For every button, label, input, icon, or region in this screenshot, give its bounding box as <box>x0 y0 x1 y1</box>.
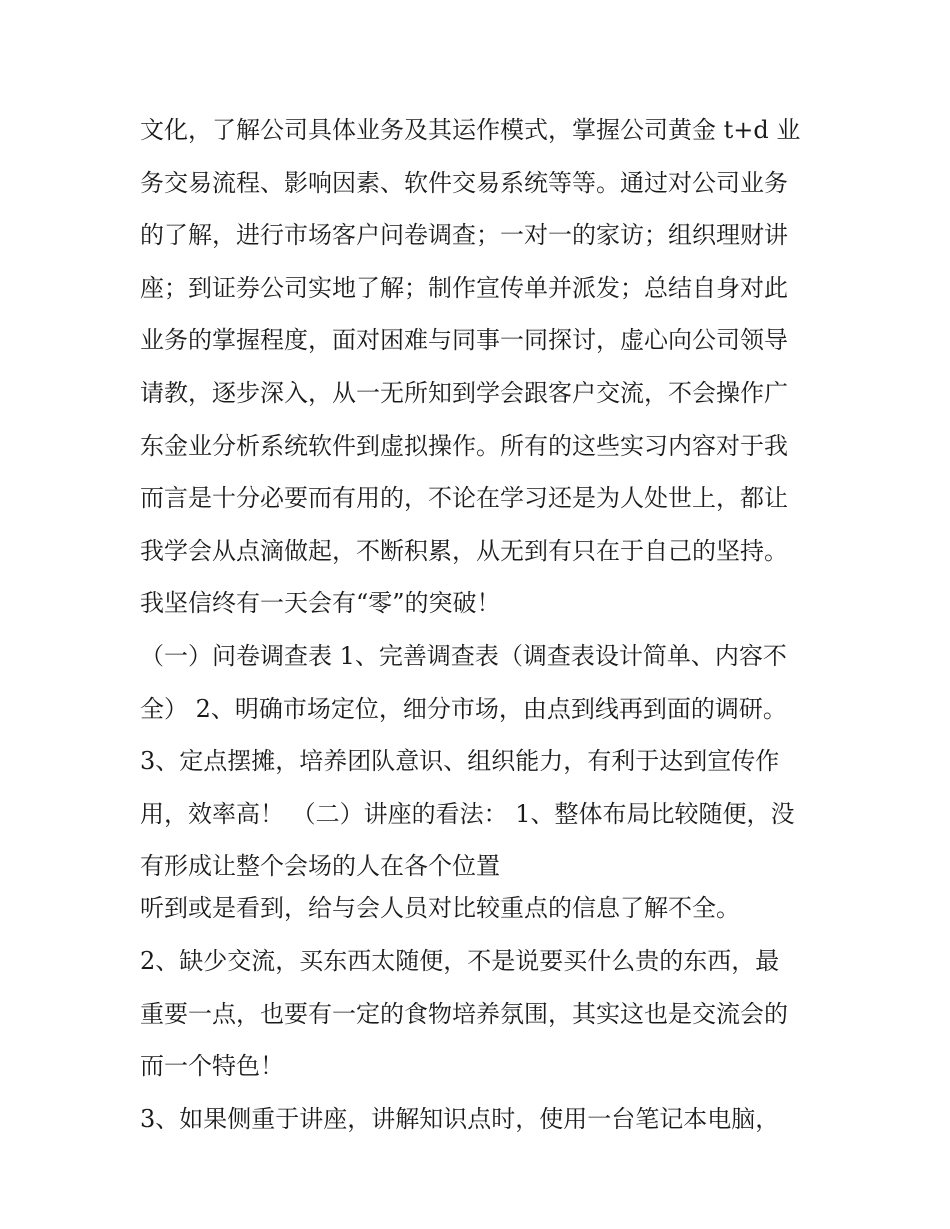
text-line: 务交易流程、影响因素、软件交易系统等等。通过对公司业务 <box>140 168 788 197</box>
text-line: 有形成让整个会场的人在各个位置 <box>140 852 500 881</box>
text-line: 业务的掌握程度，面对困难与同事一同探讨，虚心向公司领导 <box>140 326 788 355</box>
text-line: 的了解，进行市场客户问卷调查；一对一的家访；组织理财讲 <box>140 221 788 250</box>
text-line: 文化，了解公司具体业务及其运作模式，掌握公司黄金 t+d 业 <box>140 116 801 144</box>
text-line: 重要一点，也要有一定的食物培养氛围，其实这也是交流会的 <box>140 999 788 1028</box>
text-line: 座；到证券公司实地了解；制作宣传单并派发；总结自身对此 <box>140 273 788 302</box>
text-line: 3、定点摆摊，培养团队意识、组织能力，有利于达到宣传作 <box>140 747 780 776</box>
text-line: 东金业分析系统软件到虚拟操作。所有的这些实习内容对于我 <box>140 431 788 460</box>
body-text <box>140 110 830 1151</box>
text-line: 而一个特色！ <box>140 1052 284 1081</box>
text-line: 全） 2、明确市场定位，细分市场，由点到线再到面的调研。 <box>140 694 787 723</box>
text-line: 听到或是看到，给与会人员对比较重点的信息了解不全。 <box>140 894 740 923</box>
text-line: 而言是十分必要而有用的，不论在学习还是为人处世上，都让 <box>140 484 788 513</box>
text-line: 我学会从点滴做起，不断积累，从无到有只在于自己的坚持。 <box>140 536 788 565</box>
text-line: （一）问卷调查表 1、完善调查表（调查表设计简单、内容不 <box>140 641 787 670</box>
text-line: 请教，逐步深入，从一无所知到学会跟客户交流，不会操作广 <box>140 378 788 407</box>
text-line: 我坚信终有一天会有“零”的突破！ <box>140 589 501 618</box>
text-line: 用，效率高！ （二）讲座的看法： 1、整体布局比较随便，没 <box>140 799 795 828</box>
text-line: 2、缺少交流，买东西太随便，不是说要买什么贵的东西，最 <box>140 946 780 975</box>
text-line: 3、如果侧重于讲座，讲解知识点时，使用一台笔记本电脑， <box>140 1104 780 1133</box>
